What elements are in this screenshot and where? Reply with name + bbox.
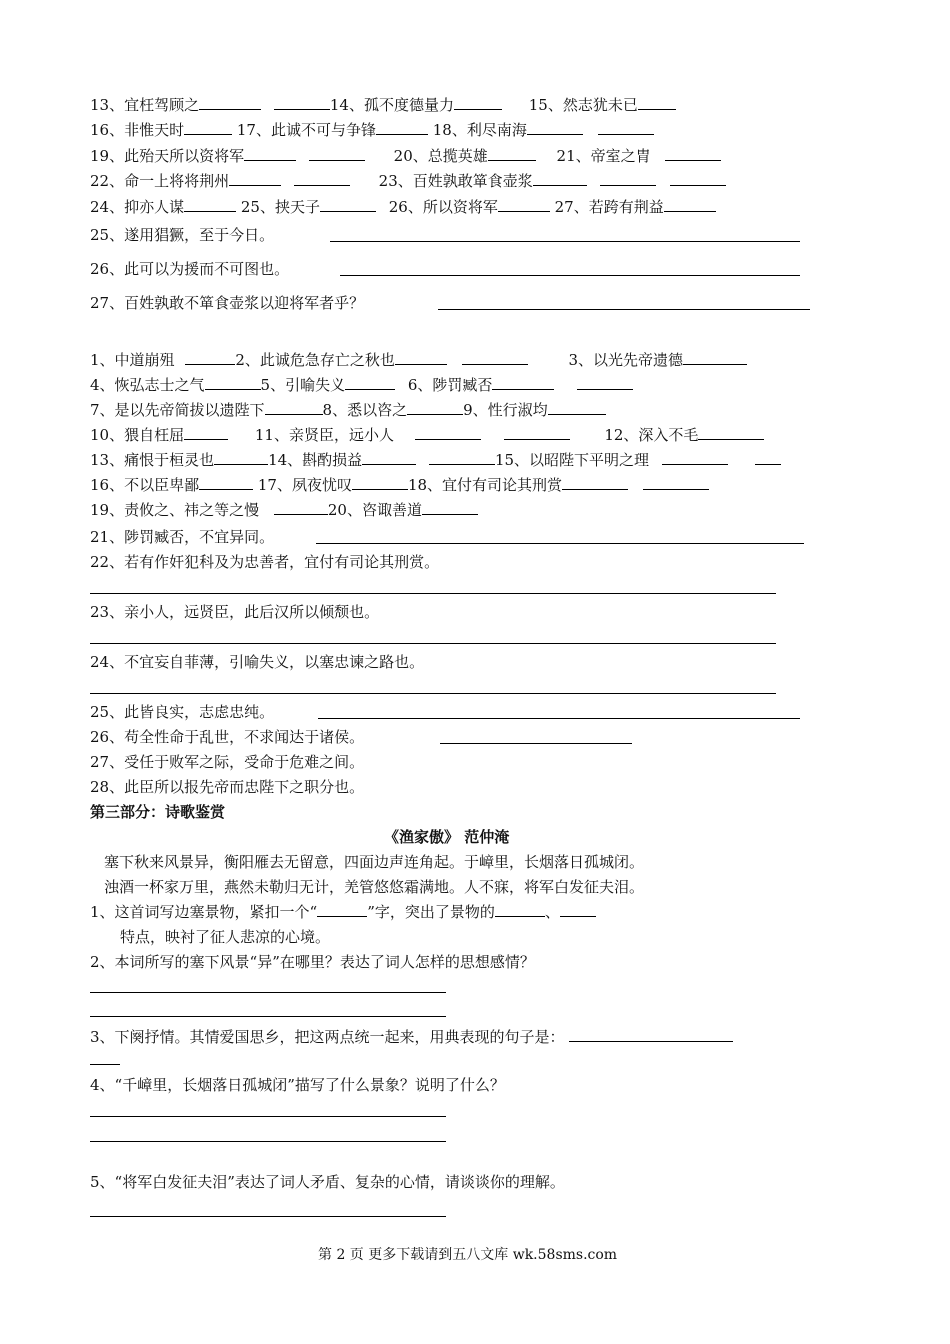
answer-line bbox=[330, 241, 800, 242]
item-line: 4、恢弘志士之气 5、引喻失义 6、陟罚臧否 bbox=[90, 376, 633, 394]
section-heading: 第三部分：诗歌鉴赏 bbox=[90, 803, 226, 821]
translation-question: 24、不宜妄自菲薄，引喻失义，以塞忠谏之路也。 bbox=[90, 653, 425, 671]
poem-line: 浊酒一杯家万里，燕然未勒归无计，羌管悠悠霜满地。人不寐，将军白发征夫泪。 bbox=[104, 878, 645, 896]
translation-question: 25、此皆良实，志虑忠纯。 bbox=[90, 703, 275, 721]
translation-question: 21、陟罚臧否，不宜异同。 bbox=[90, 528, 275, 546]
answer-line bbox=[316, 543, 804, 544]
translation-question: 27、受任于败军之际，受命于危难之间。 bbox=[90, 753, 365, 771]
answer-line bbox=[318, 718, 800, 719]
item-line: 19、责攸之、祎之等之慢 20、咨诹善道 bbox=[90, 501, 478, 519]
answer-line bbox=[90, 593, 776, 594]
item-line: 24、抑亦人谋 25、挟天子 26、所以资将军 27、若跨有荆益 bbox=[90, 198, 716, 216]
translation-question: 25、遂用猖獗，至于今日。 bbox=[90, 226, 275, 244]
answer-line bbox=[90, 643, 776, 644]
question-5: 5、“将军白发征夫泪”表达了词人矛盾、复杂的心情，请谈谈你的理解。 bbox=[90, 1173, 565, 1191]
item-line: 22、命一上将将荆州 23、百姓孰敢箪食壶浆 bbox=[90, 172, 726, 190]
item-line: 16、非惟天时 17、此诚不可与争锋 18、利尽南海 bbox=[90, 121, 654, 139]
question-1: 1、这首词写边塞景物，紧扣一个“ ”字，突出了景物的 、 bbox=[90, 903, 596, 921]
question-2: 2、本词所写的塞下风景“异”在哪里？表达了词人怎样的思想感情？ bbox=[90, 953, 535, 971]
answer-line bbox=[90, 1141, 446, 1142]
answer-line bbox=[90, 693, 776, 694]
translation-question: 26、此可以为援而不可图也。 bbox=[90, 260, 290, 278]
answer-line bbox=[438, 309, 810, 310]
translation-question: 23、亲小人，远贤臣，此后汉所以倾颓也。 bbox=[90, 603, 380, 621]
question-3: 3、下阕抒情。其情爱国思乡，把这两点统一起来，用典表现的句子是： bbox=[90, 1028, 733, 1046]
translation-question: 28、此臣所以报先帝而忠陛下之职分也。 bbox=[90, 778, 365, 796]
translation-question: 22、若有作奸犯科及为忠善者，宜付有司论其刑赏。 bbox=[90, 553, 440, 571]
item-line: 10、猥自枉屈 11、亲贤臣，远小人 12、深入不毛 bbox=[90, 426, 764, 444]
answer-line bbox=[90, 1016, 446, 1017]
question-4: 4、“千嶂里，长烟落日孤城闭”描写了什么景象？说明了什么？ bbox=[90, 1076, 505, 1094]
item-line: 13、宜枉驾顾之 14、孤不度德量力 15、然志犹未已 bbox=[90, 96, 676, 114]
answer-line bbox=[90, 1216, 446, 1217]
answer-line bbox=[90, 1116, 446, 1117]
item-line: 7、是以先帝简拔以遗陛下 8、悉以咨之 9、性行淑均 bbox=[90, 401, 606, 419]
answer-line bbox=[90, 992, 446, 993]
answer-line bbox=[440, 743, 632, 744]
item-line: 16、不以臣卑鄙 17、夙夜忧叹 18、宜付有司论其刑赏 bbox=[90, 476, 709, 494]
item-line: 13、痛恨于桓灵也 14、斟酌损益 15、以昭陛下平明之理 bbox=[90, 451, 781, 469]
question-1-cont: 特点，映衬了征人悲凉的心境。 bbox=[120, 928, 331, 946]
translation-question: 27、百姓孰敢不箪食壶浆以迎将军者乎？ bbox=[90, 294, 365, 312]
answer-line bbox=[90, 1064, 120, 1065]
poem-line: 塞下秋来风景异，衡阳雁去无留意，四面边声连角起。于嶂里，长烟落日孤城闭。 bbox=[104, 853, 645, 871]
answer-line bbox=[340, 275, 800, 276]
poem-title: 《渔家傲》 范仲淹 bbox=[384, 828, 510, 846]
page-footer: 第 2 页 更多下载请到五八文库 wk.58sms.com bbox=[318, 1247, 618, 1263]
translation-question: 26、苟全性命于乱世，不求闻达于诸侯。 bbox=[90, 728, 365, 746]
item-line: 19、此殆天所以资将军 20、总揽英雄 21、帝室之胄 bbox=[90, 147, 721, 165]
item-line: 1、中道崩殂 2、此诚危急存亡之秋也 3、以光先帝遗德 bbox=[90, 351, 747, 369]
